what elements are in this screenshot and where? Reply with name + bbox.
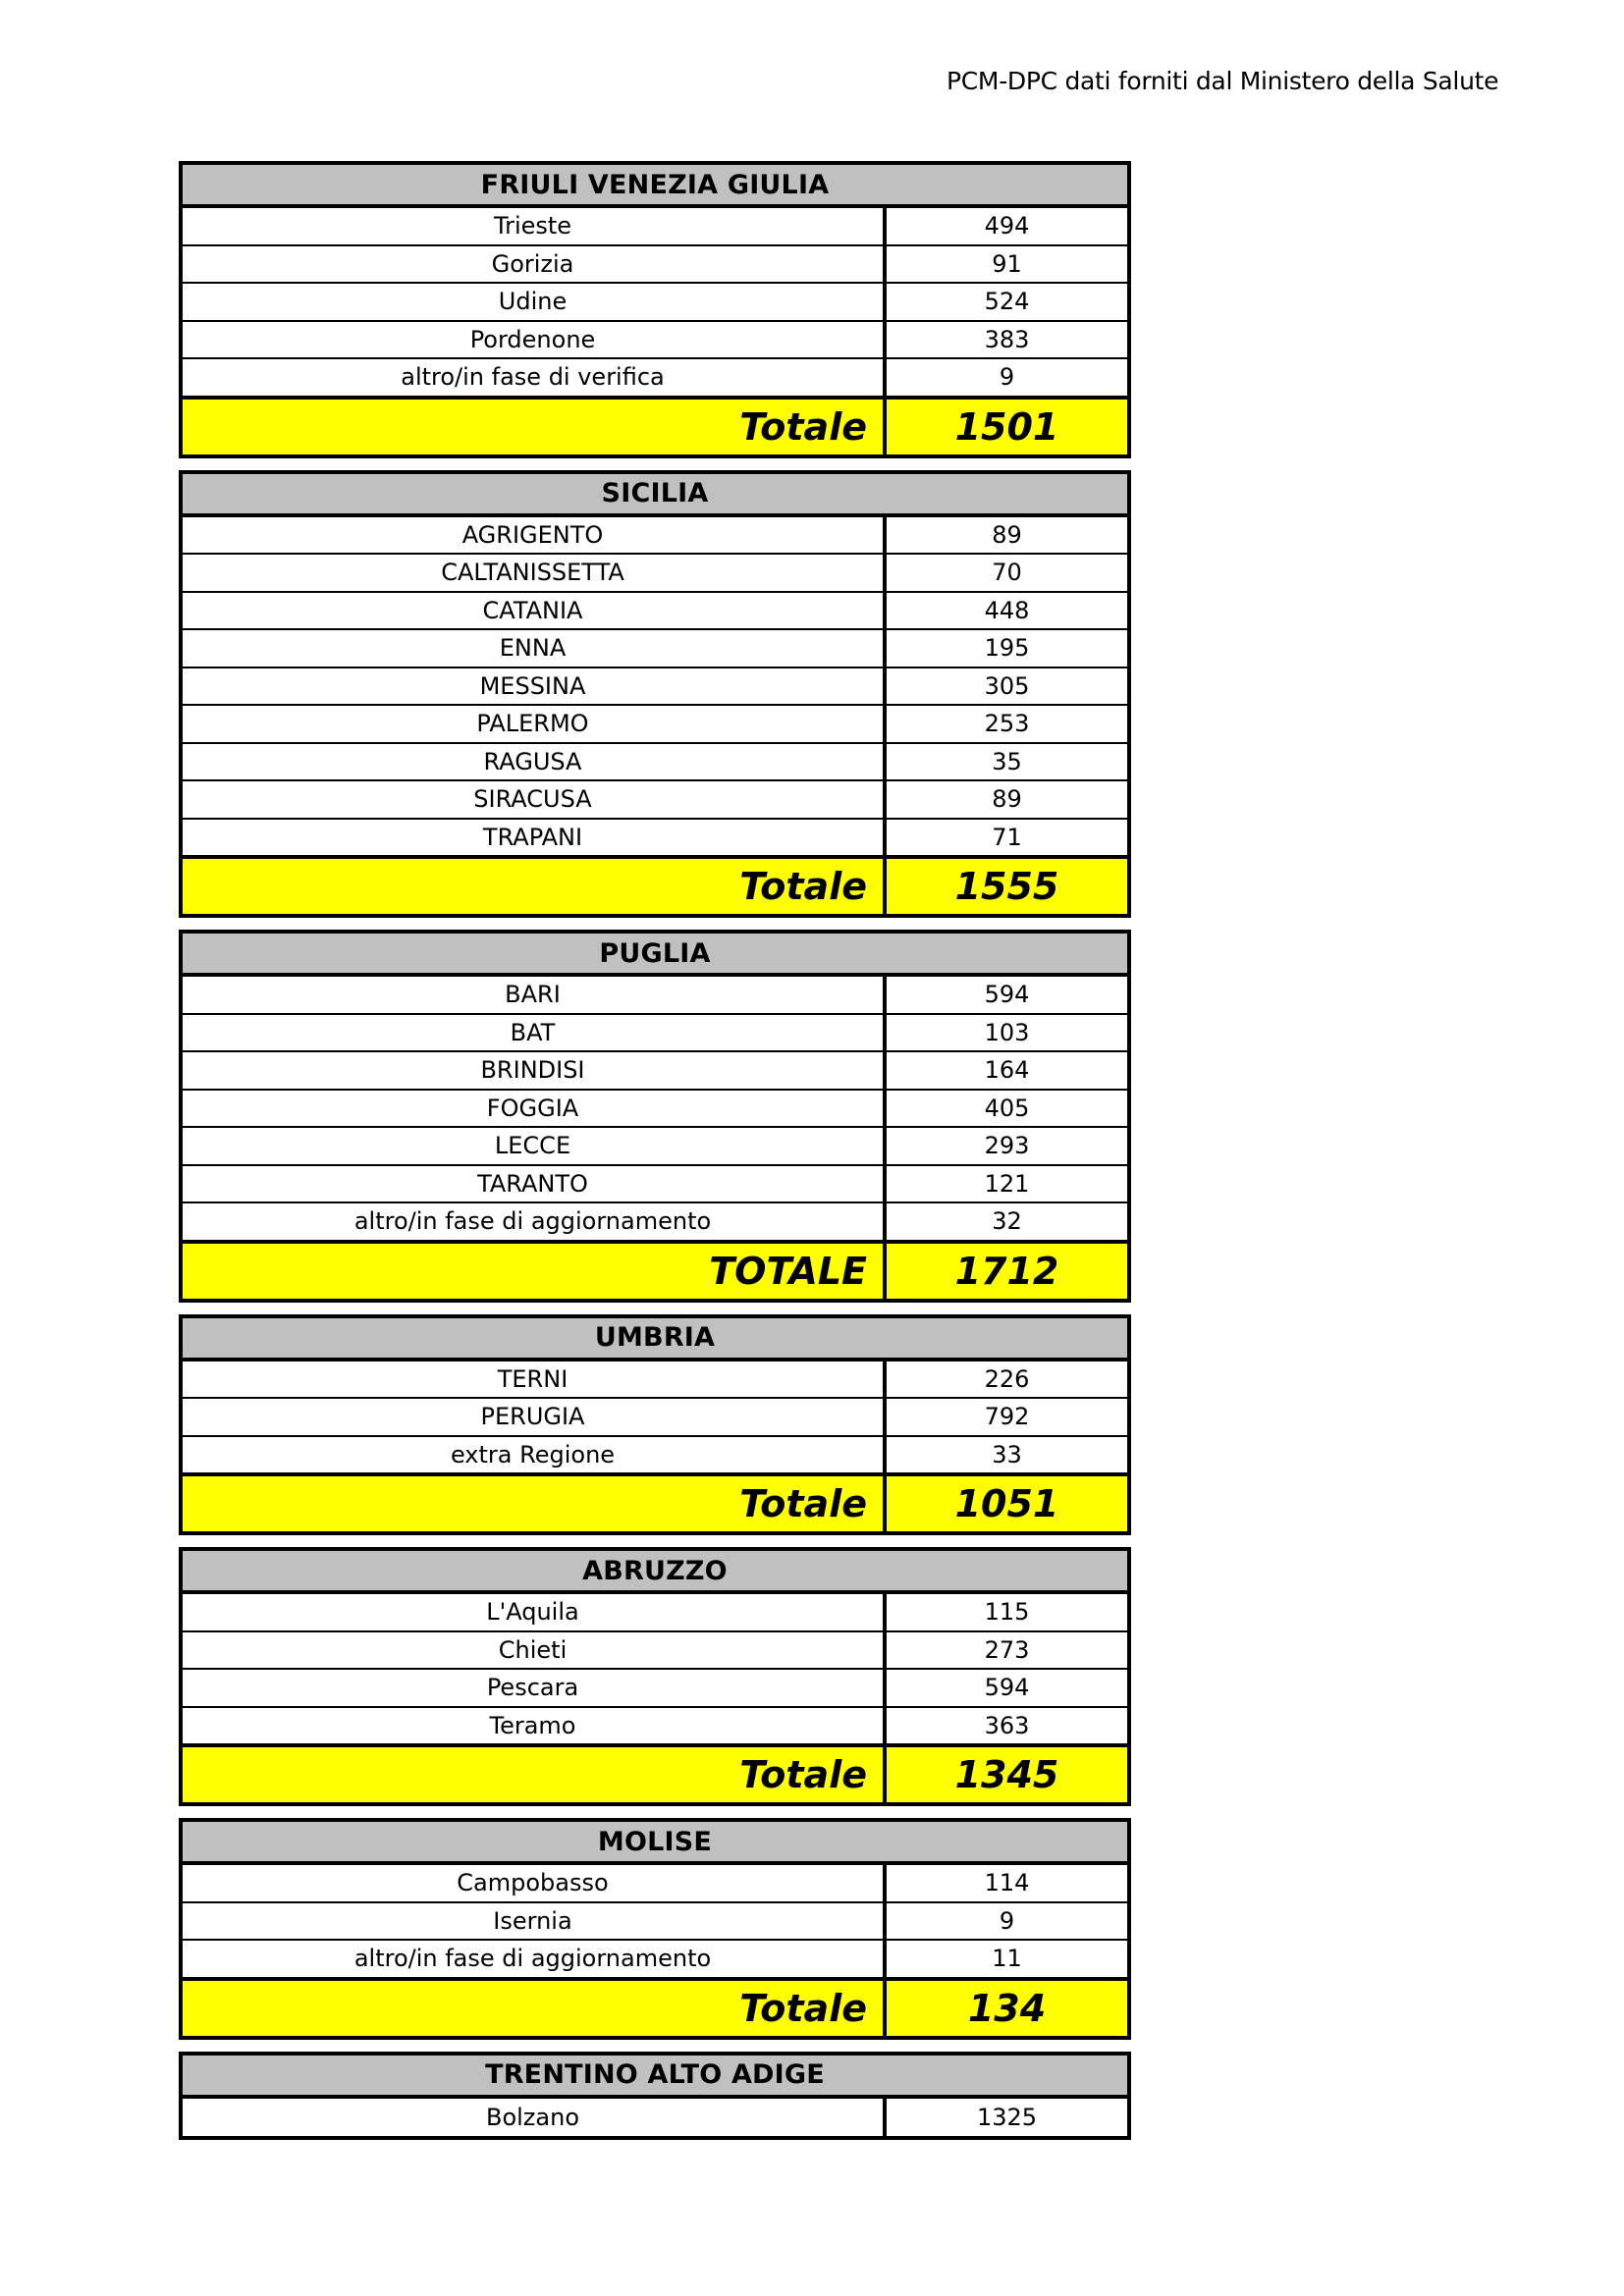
total-label: Totale [183,1476,887,1531]
table-row [183,517,1127,556]
province-name: CATANIA [183,593,887,629]
total-label: TOTALE [183,1244,887,1299]
province-name: BRINDISI [183,1052,887,1089]
province-name: TERNI [183,1362,887,1398]
case-count: 494 [984,212,1030,240]
table-row [183,284,1127,322]
case-count: 1325 [976,2103,1038,2131]
case-count: 32 [992,1207,1022,1236]
case-count: 305 [984,671,1030,700]
case-count: 11 [992,1945,1022,1973]
table-row [183,1594,1127,1632]
province-name: Pordenone [183,322,887,358]
total-label: Totale [183,1981,887,2036]
total-value: 1345 [954,1753,1059,1796]
source-note: PCM-DPC dati forniti dal Ministero della Salute [947,67,1499,95]
province-name: RAGUSA [183,744,887,780]
case-count: 383 [984,325,1030,353]
total-row [183,398,1127,454]
table-row [183,1437,1127,1475]
table-row [183,1632,1127,1671]
region-title: UMBRIA [183,1314,1127,1362]
case-count: 273 [984,1635,1030,1664]
table-row [183,1903,1127,1942]
case-count: 792 [984,1403,1030,1431]
case-count: 33 [992,1440,1022,1468]
province-name: FOGGIA [183,1091,887,1127]
province-name: Teramo [183,1708,887,1744]
table-row [183,555,1127,593]
table-row [183,1166,1127,1204]
table-row [183,630,1127,668]
table-row [183,1091,1127,1129]
table-row [183,1128,1127,1166]
case-count: 164 [984,1056,1030,1085]
case-count: 226 [984,1364,1030,1393]
case-count: 9 [999,1906,1015,1935]
region-table [179,1314,1131,1536]
table-row [183,359,1127,398]
total-row [183,857,1127,914]
region-title: FRIULI VENEZIA GIULIA [183,161,1127,208]
region-title: SICILIA [183,470,1127,517]
case-count: 448 [984,596,1030,624]
province-name: LECCE [183,1128,887,1164]
province-name: ENNA [183,630,887,667]
region-table [179,930,1131,1303]
table-row [183,322,1127,360]
province-name: Trieste [183,208,887,244]
province-name: CALTANISSETTA [183,555,887,591]
total-label: Totale [183,1747,887,1802]
table-row [183,781,1127,820]
case-count: 89 [992,785,1022,814]
province-name: Campobasso [183,1865,887,1901]
province-name: TARANTO [183,1166,887,1202]
case-count: 35 [992,747,1022,775]
case-count: 115 [984,1598,1030,1627]
case-count: 293 [984,1132,1030,1160]
case-count: 91 [992,249,1022,278]
total-row [183,1745,1127,1802]
region-table [179,2052,1131,2141]
total-row [183,1474,1127,1531]
region-title: PUGLIA [183,930,1127,977]
region-title: ABRUZZO [183,1547,1127,1594]
total-row [183,1979,1127,2036]
table-row [183,977,1127,1015]
province-name: Gorizia [183,246,887,283]
table-row [183,1708,1127,1746]
province-name: TRAPANI [183,820,887,856]
table-row [183,208,1127,246]
table-row [183,1865,1127,1903]
table-row [183,1399,1127,1437]
case-count: 121 [984,1169,1030,1198]
province-name: Chieti [183,1632,887,1669]
province-name: PALERMO [183,706,887,742]
table-row [183,1941,1127,1979]
province-name: Bolzano [183,2099,887,2137]
case-count: 405 [984,1094,1030,1122]
total-value: 1712 [954,1249,1059,1293]
province-name: altro/in fase di aggiornamento [183,1203,887,1240]
province-name: altro/in fase di aggiornamento [183,1941,887,1977]
region-table [179,1818,1131,2040]
case-count: 9 [999,363,1015,392]
province-name: extra Regione [183,1437,887,1473]
total-label: Totale [183,400,887,454]
province-name: MESSINA [183,668,887,705]
total-row [183,1242,1127,1299]
province-name: Udine [183,284,887,320]
case-count: 114 [984,1869,1030,1897]
province-name: BARI [183,977,887,1013]
province-name: Pescara [183,1670,887,1706]
province-name: AGRIGENTO [183,517,887,554]
case-count: 103 [984,1018,1030,1046]
case-count: 71 [992,823,1022,851]
table-row [183,246,1127,285]
total-value: 134 [967,1986,1047,2030]
table-row [183,1362,1127,1400]
case-count: 594 [984,981,1030,1009]
table-row [183,1052,1127,1091]
case-count: 594 [984,1674,1030,1702]
regional-tables [179,161,1131,2152]
region-table [179,470,1131,919]
table-row [183,2099,1127,2137]
case-count: 195 [984,634,1030,663]
case-count: 363 [984,1711,1030,1739]
province-name: SIRACUSA [183,781,887,818]
province-name: L'Aquila [183,1594,887,1630]
total-label: Totale [183,859,887,914]
region-title: MOLISE [183,1818,1127,1865]
province-name: altro/in fase di verifica [183,359,887,396]
table-row [183,668,1127,707]
total-value: 1051 [954,1482,1059,1525]
total-value: 1501 [954,404,1059,449]
table-row [183,706,1127,744]
region-table [179,1547,1131,1806]
table-row [183,593,1127,631]
table-row [183,1670,1127,1708]
total-value: 1555 [954,865,1059,908]
table-row [183,1203,1127,1242]
case-count: 524 [984,288,1030,316]
region-table [179,161,1131,458]
table-row [183,744,1127,782]
table-row [183,1015,1127,1053]
province-name: Isernia [183,1903,887,1940]
case-count: 89 [992,520,1022,549]
province-name: PERUGIA [183,1399,887,1435]
case-count: 253 [984,710,1030,738]
table-row [183,820,1127,858]
region-title: TRENTINO ALTO ADIGE [183,2052,1127,2099]
province-name: BAT [183,1015,887,1051]
case-count: 70 [992,559,1022,587]
